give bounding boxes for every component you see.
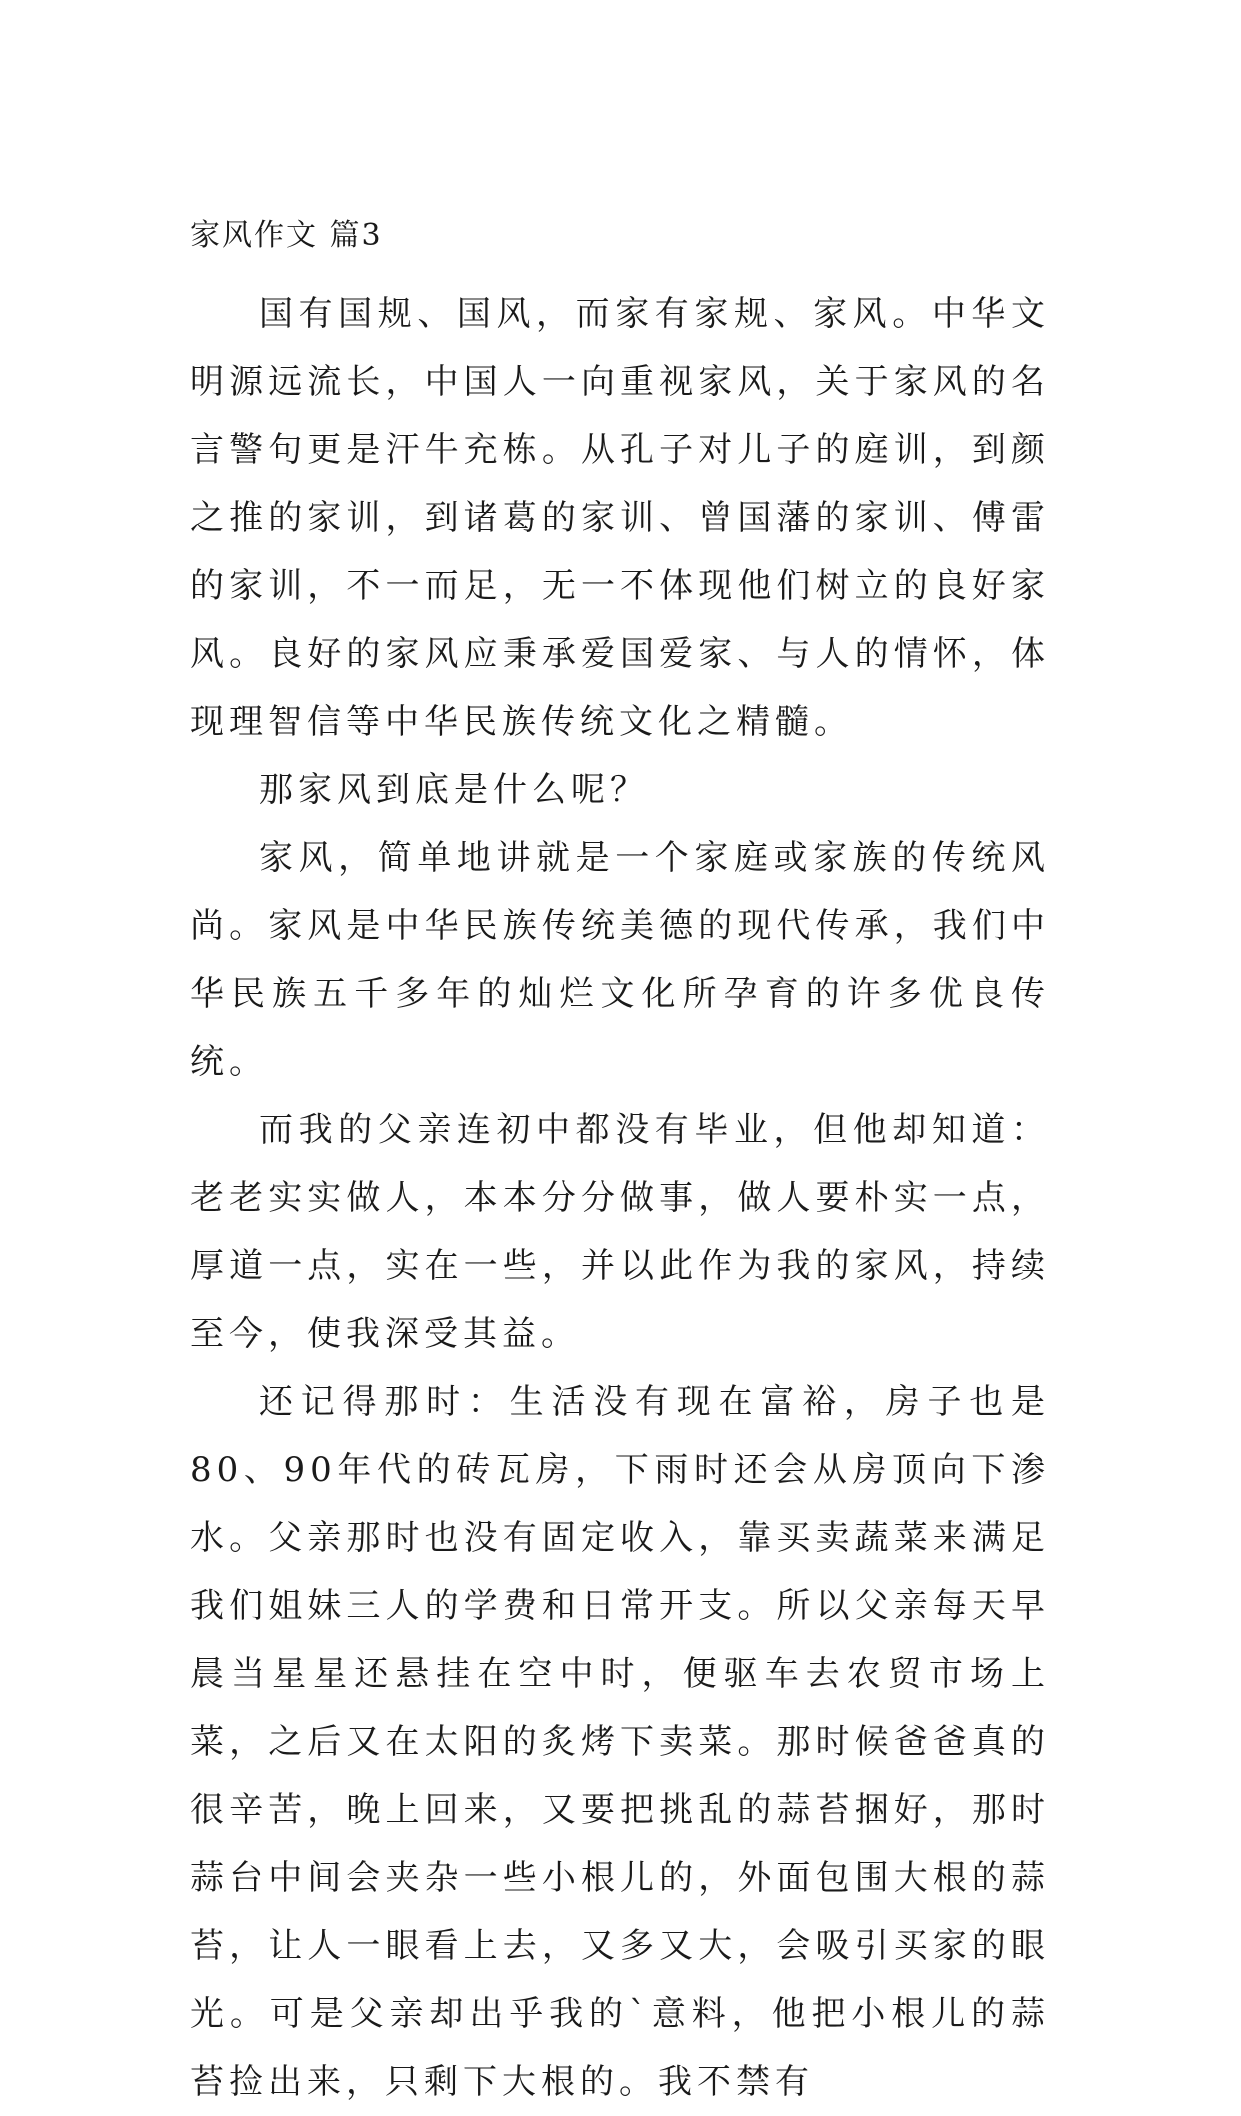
paragraph-5: 还记得那时：生活没有现在富裕，房子也是80、90年代的砖瓦房，下雨时还会从房顶向下渗水。父亲那时也没有固定收入，靠买卖蔬菜来满足我们姐妹三人的学费和日常开支。所以父亲每天早晨当星星还悬挂在空中时，便驱车去农贸市场上菜，之后又在太阳的炙烤下卖菜。那时候爸爸真的很辛苦，晚上回来，又要把挑乱的蒜苔捆好，那时蒜台中间会夹杂一些小根儿的，外面包围大根的蒜苔，让人一眼看上去，又多又大，会吸引买家的眼光。可是父亲却出乎我的`意料，他把小根儿的蒜苔捡出来，只剩下大根的。我不禁有 <box>190 1382 1050 2102</box>
paragraph-4: 而我的父亲连初中都没有毕业，但他却知道：老老实实做人，本本分分做事，做人要朴实一点，厚道一点，实在一些，并以此作为我的家风，持续至今，使我深受其益。 <box>190 1110 1050 1354</box>
paragraph-3: 家风，简单地讲就是一个家庭或家族的传统风尚。家风是中华民族传统美德的现代传承，我们中华民族五千多年的灿烂文化所孕育的许多优良传统。 <box>190 838 1050 1082</box>
paragraph-1: 国有国规、国风，而家有家规、家风。中华文明源远流长，中国人一向重视家风，关于家风的名言警句更是汗牛充栋。从孔子对儿子的庭训，到颜之推的家训，到诸葛的家训、曾国藩的家训、傅雷的家训，不一而足，无一不体现他们树立的良好家风。良好的家风应秉承爱国爱家、与人的情怀，体现理智信等中华民族传统文化之精髓。 <box>190 294 1050 742</box>
paragraph-2: 那家风到底是什么呢？ <box>259 770 649 810</box>
document-body <box>190 218 1050 2116</box>
document-title: 家风作文 篇3 <box>190 218 383 253</box>
